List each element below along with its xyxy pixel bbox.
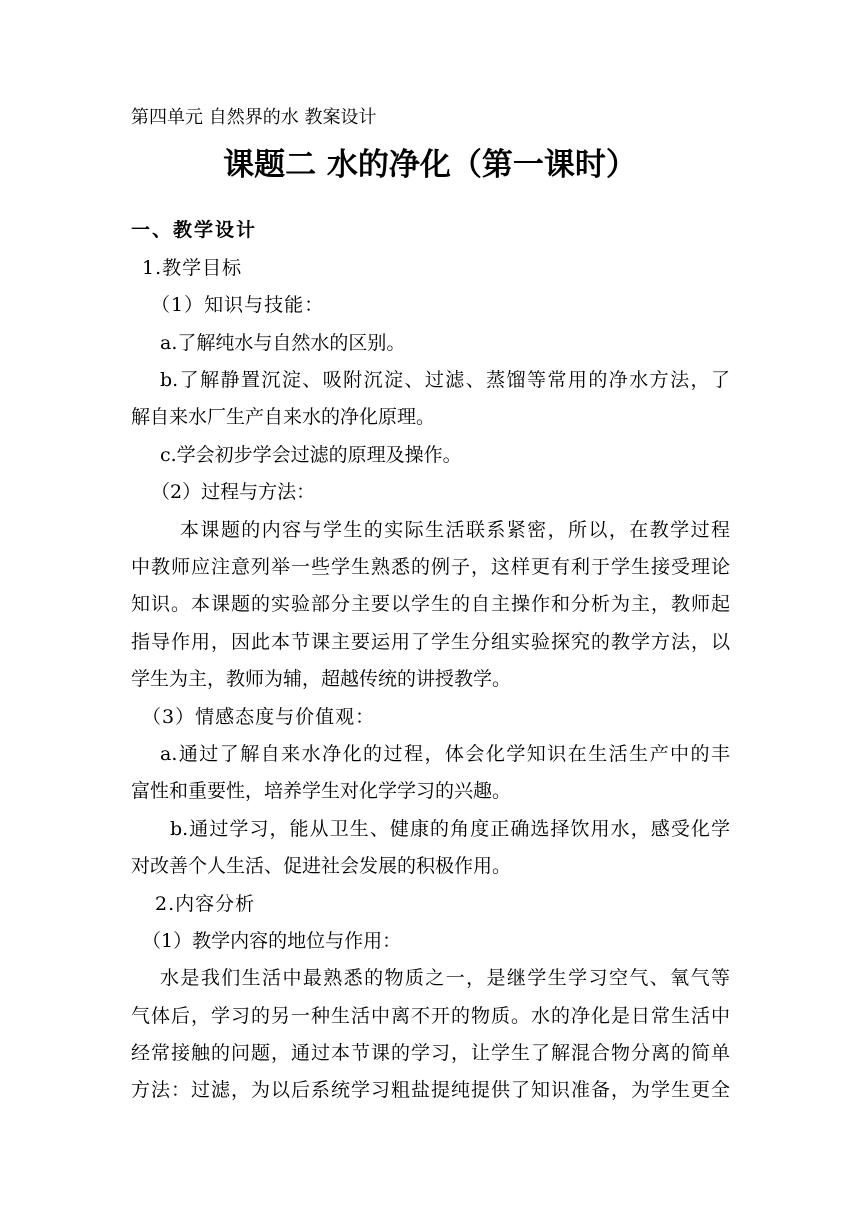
document-header: 第四单元 自然界的水 教案设计: [131, 107, 377, 128]
paragraph-line: b.了解静置沉淀、吸附沉淀、过滤、蒸馏等常用的净水方法，了: [160, 369, 730, 391]
paragraph-line: 学生为主，教师为辅，超越传统的讲授教学。: [131, 668, 512, 690]
paragraph-line: b.通过学习，能从卫生、健康的角度正确选择饮用水，感受化学: [170, 818, 730, 840]
paragraph-line: a.了解纯水与自然水的区别。: [160, 332, 406, 354]
paragraph-line: 指导作用，因此本节课主要运用了学生分组实验探究的教学方法，以: [131, 631, 730, 653]
subsection-heading: 1.教学目标: [142, 257, 243, 279]
paragraph-line: （1）知识与技能：: [151, 294, 325, 316]
paragraph-line: 解自来水厂生产自来水的净化原理。: [131, 406, 436, 428]
paragraph-line: 中教师应注意列举一些学生熟悉的例子，这样更有利于学生接受理论: [131, 556, 730, 578]
paragraph-line: （2）过程与方法：: [151, 481, 316, 503]
paragraph-line: 气体后，学习的另一种生活中离不开的物质。水的净化是日常生活中: [131, 1005, 730, 1027]
section-heading: 一、教学设计: [131, 219, 258, 241]
paragraph-line: a.通过了解自来水净化的过程，体会化学知识在生活生产中的丰: [160, 743, 730, 765]
paragraph-line: 知识。本课题的实验部分主要以学生的自主操作和分析为主，教师起: [131, 593, 730, 615]
subsection-heading: 2.内容分析: [155, 893, 256, 915]
paragraph-line: c.学会初步学会过滤的原理及操作。: [160, 444, 462, 466]
paragraph-line: 经常接触的问题，通过本节课的学习，让学生了解混合物分离的简单: [131, 1042, 730, 1064]
paragraph-line: （3）情感态度与价值观：: [142, 706, 376, 728]
paragraph-line: 对改善个人生活、促进社会发展的积极作用。: [131, 855, 512, 877]
paragraph-line: 水是我们生活中最熟悉的物质之一，是继学生学习空气、氧气等: [160, 967, 730, 989]
page-title: 课题二 水的净化（第一课时）: [223, 147, 637, 183]
paragraph-line: 富性和重要性，培养学生对化学学习的兴趣。: [131, 780, 512, 802]
paragraph-line: （1）教学内容的地位与作用：: [142, 930, 402, 952]
paragraph-line: 本课题的内容与学生的实际生活联系紧密，所以，在教学过程: [180, 519, 730, 541]
paragraph-line: 方法：过滤，为以后系统学习粗盐提纯提供了知识准备，为学生更全: [131, 1079, 730, 1101]
